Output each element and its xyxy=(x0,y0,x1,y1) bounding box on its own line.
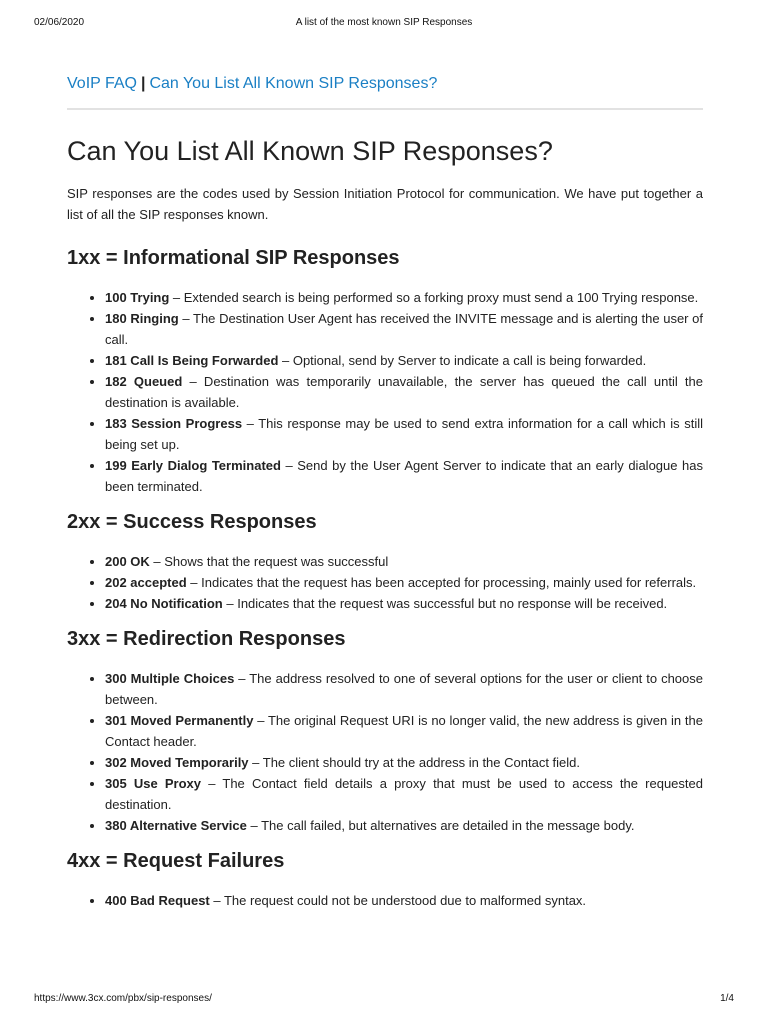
section-heading: 1xx = Informational SIP Responses xyxy=(67,247,400,269)
list-item xyxy=(105,890,703,911)
print-header xyxy=(34,17,734,28)
response-description: – The original Request URI is no longer valid, the new address is given in the Contact header. xyxy=(105,713,703,749)
list-item xyxy=(105,455,703,497)
response-code: 199 Early Dialog Terminated xyxy=(105,458,281,473)
response-description: – The request could not be understood due to malformed syntax. xyxy=(209,893,587,908)
response-code: 300 Multiple Choices xyxy=(105,671,235,686)
section-1xx xyxy=(67,245,703,497)
response-code: 182 Queued xyxy=(105,374,183,389)
section-heading: 3xx = Redirection Responses xyxy=(67,628,346,650)
response-code: 400 Bad Request xyxy=(105,893,210,908)
intro-paragraph: SIP responses are the codes used by Session Initiation Protocol for communication. We have put together a list of all the SIP responses known. xyxy=(67,186,703,222)
response-description: – This response may be used to send extra information for a call which is still being set up. xyxy=(105,416,703,452)
print-footer xyxy=(34,993,734,1004)
response-code: 202 accepted xyxy=(105,575,187,590)
list-item xyxy=(105,593,703,614)
response-code: 180 Ringing xyxy=(105,311,179,326)
list-item xyxy=(105,350,703,371)
list-item xyxy=(105,287,703,308)
response-code: 380 Alternative Service xyxy=(105,818,247,833)
response-code: 183 Session Progress xyxy=(105,416,243,431)
response-description: – Optional, send by Server to indicate a call is being forwarded. xyxy=(278,353,647,368)
list-item xyxy=(105,668,703,710)
response-description: – The client should try at the address in the Contact field. xyxy=(248,755,580,770)
print-title: A list of the most known SIP Responses xyxy=(295,17,473,28)
list-item xyxy=(105,413,703,455)
response-code: 302 Moved Temporarily xyxy=(105,755,249,770)
response-description: – Shows that the request was successful xyxy=(149,554,389,569)
print-date: 02/06/2020 xyxy=(34,17,85,28)
list-item xyxy=(105,752,703,773)
response-description: – Destination was temporarily unavailable, the server has queued the call until the destination is available. xyxy=(105,374,703,410)
response-description: – Indicates that the request was successful but no response will be received. xyxy=(222,596,668,611)
response-code: 204 No Notification xyxy=(105,596,223,611)
breadcrumb-separator: | xyxy=(140,75,146,92)
response-list xyxy=(67,551,703,614)
list-item xyxy=(105,551,703,572)
list-item xyxy=(105,815,703,836)
response-description: – The address resolved to one of several options for the user or client to choose between. xyxy=(105,671,703,707)
list-item xyxy=(105,710,703,752)
response-list xyxy=(67,668,703,836)
article xyxy=(67,73,703,911)
section-4xx xyxy=(67,848,703,911)
response-list xyxy=(67,890,703,911)
response-code: 181 Call Is Being Forwarded xyxy=(105,353,279,368)
response-code: 305 Use Proxy xyxy=(105,776,202,791)
section-3xx xyxy=(67,626,703,836)
response-description: – The call failed, but alternatives are detailed in the message body. xyxy=(246,818,635,833)
page-title: Can You List All Known SIP Responses? xyxy=(67,136,553,166)
section-2xx xyxy=(67,509,703,614)
response-list xyxy=(67,287,703,497)
response-code: 200 OK xyxy=(105,554,150,569)
breadcrumb-link-voip-faq[interactable]: VoIP FAQ xyxy=(67,75,137,92)
print-url: https://www.3cx.com/pbx/sip-responses/ xyxy=(34,993,212,1004)
response-description: – Send by the User Agent Server to indicate that an early dialogue has been terminated. xyxy=(105,458,703,494)
breadcrumb-link-current[interactable]: Can You List All Known SIP Responses? xyxy=(149,75,438,92)
section-heading: 2xx = Success Responses xyxy=(67,511,317,533)
response-description: – The Destination User Agent has received the INVITE message and is alerting the user of call. xyxy=(105,311,703,347)
page-number: 1/4 xyxy=(720,993,734,1004)
list-item xyxy=(105,572,703,593)
response-code: 100 Trying xyxy=(105,290,170,305)
section-heading: 4xx = Request Failures xyxy=(67,850,285,872)
response-code: 301 Moved Permanently xyxy=(105,713,254,728)
response-description: – Extended search is being performed so a forking proxy must send a 100 Trying response. xyxy=(169,290,699,305)
list-item xyxy=(105,773,703,815)
response-description: – Indicates that the request has been accepted for processing, mainly used for referrals. xyxy=(186,575,697,590)
list-item xyxy=(105,308,703,350)
list-item xyxy=(105,371,703,413)
response-description: – The Contact field details a proxy that must be used to access the requested destination. xyxy=(105,776,703,812)
breadcrumb xyxy=(67,73,703,110)
